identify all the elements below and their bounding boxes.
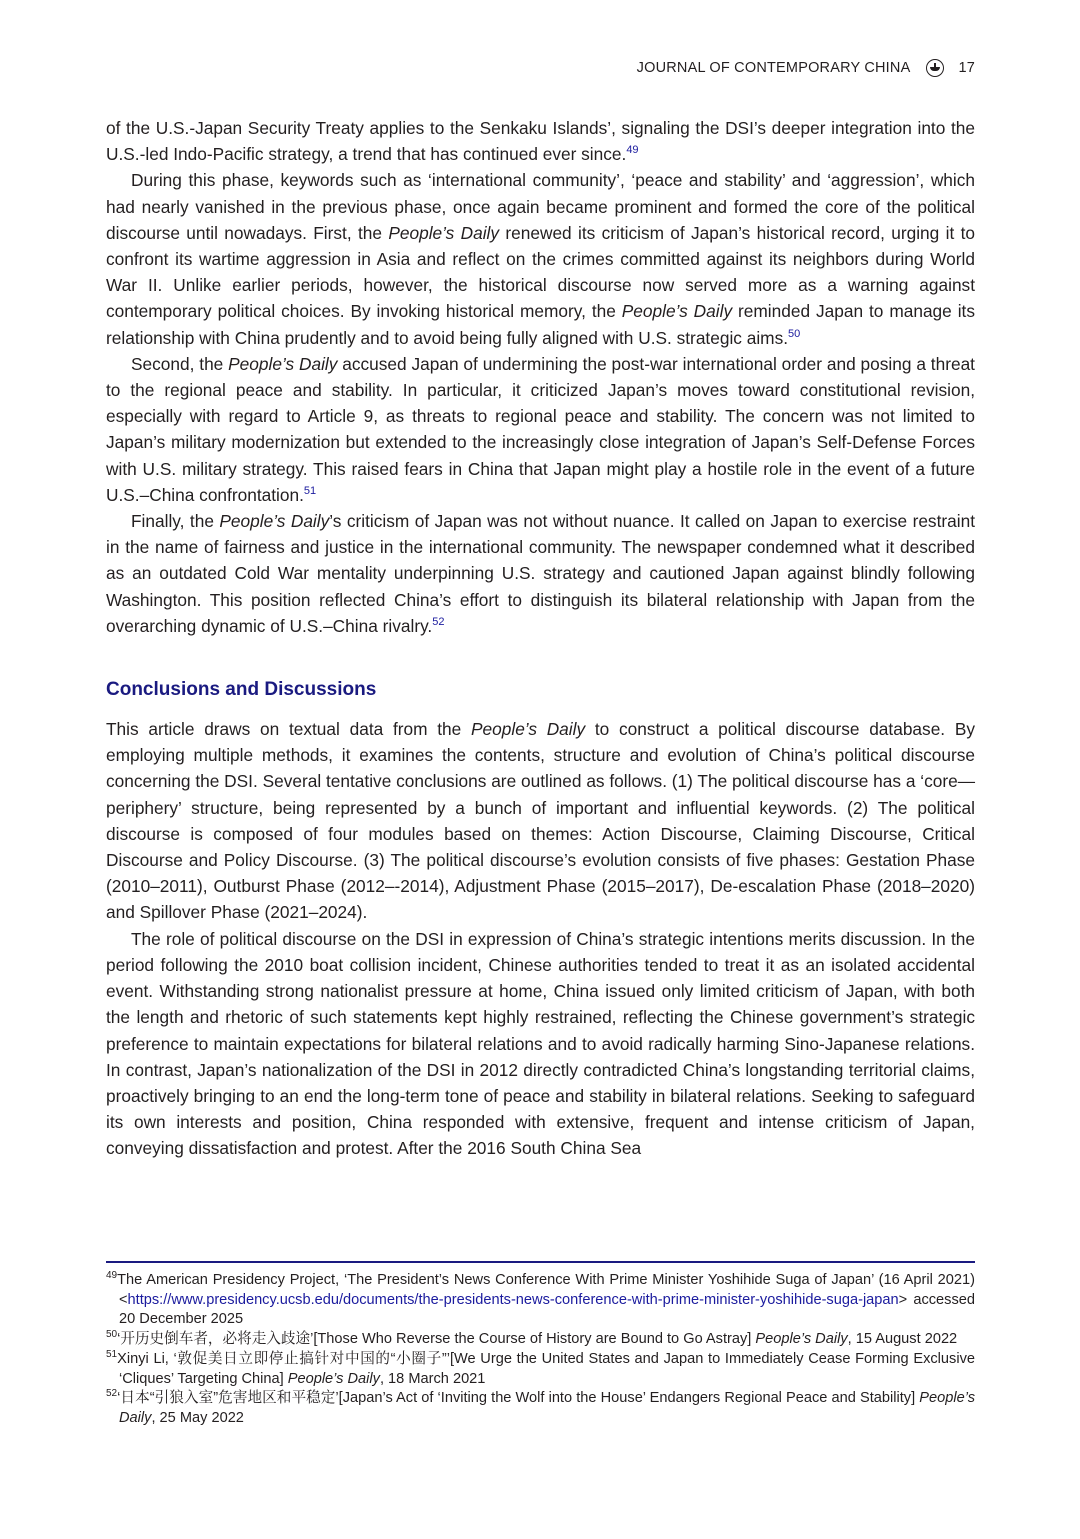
text-run: renewed its criticism of Japan’s historical record, urging it to confront its wartime aggression in Asia and reflect on the crimes committed against its neighbors during World War II. Unlike earlier periods, however, the historical discourse now served more as a warning against contemporary political choices. By invoking historical memory, the xyxy=(106,222,975,322)
footnote-reference-link[interactable]: 51 xyxy=(303,484,317,497)
text-run: ‘开历史倒车者，必将走入歧途’[Those Who Reverse the Course of History are Bound to Go Astray] xyxy=(117,1331,756,1348)
footnote-number: 49 xyxy=(106,1270,118,1281)
paragraphs-continued-section xyxy=(106,115,975,639)
body-text xyxy=(106,115,975,1162)
italic-title: People’s Daily xyxy=(471,719,586,740)
italic-title: People’s Daily xyxy=(219,511,330,532)
footnote-reference-link[interactable]: 50 xyxy=(788,327,801,340)
text-run: , 25 May 2022 xyxy=(151,1409,244,1426)
text-run: , 18 March 2021 xyxy=(379,1370,486,1387)
footnote-number: 51 xyxy=(106,1348,118,1360)
text-run: ‘日本“引狼入室”危害地区和平稳定’[Japan’s Act of ‘Inviting the Wolf into the House’ Endangers Regional Peace and Stability] xyxy=(117,1390,920,1407)
footnote-52 xyxy=(106,1389,975,1428)
text-run: Second, the xyxy=(131,353,229,374)
text-run: The role of political discourse on the DSI in expression of China’s strategic intentions merits discussion. In the period following the 2010 boat collision incident, Chinese authorities tended to treat it as an isolated accidental event. Withstanding strong nationalist pressure at home, China issued only limited criticism of Japan, with both the length and rhetoric of such statements kept highly restrained, reflecting the Chinese government’s strategic preference to maintain expectations for bilateral relations and to avoid radically harming Sino-Japanese relations. In contrast, Japan’s nationalization of the DSI in 2012 directly contradicted China’s longstanding territorial claims, proactively bringing to an end the long-term tone of peace and stability in bilateral relations. Seeking to safeguard its own interests and position, China responded with extensive, frequent and intense criticism of Japan, conveying dissatisfaction and protest. After the 2016 South China Sea xyxy=(106,928,975,1159)
text-run: > accessed 20 December 2025 xyxy=(119,1291,975,1328)
paragraph xyxy=(106,351,975,508)
text-run: accused Japan of undermining the post-war international order and posing a threat to the regional peace and stability. In particular, it criticized Japan’s moves toward constitutional revision, especially with regard to Article 9, as threats to regional peace and stability. The concern was not limited to Japan’s military modernization but extended to the increasingly close integration of Japan’s Self-Defense Forces with U.S. military strategy. This raised fears in China that Japan might play a hostile role in the event of a future U.S.–China confrontation. xyxy=(106,353,975,505)
footnotes xyxy=(106,1271,975,1429)
journal-title: JOURNAL OF CONTEMPORARY CHINA xyxy=(636,60,911,76)
text-run: , 15 August 2022 xyxy=(847,1331,958,1348)
text-run: reminded Japan to manage its relationship with China prudently and to avoid being fully aligned with U.S. strategic aims. xyxy=(106,301,975,348)
footnote-50 xyxy=(106,1330,975,1350)
text-run: This article draws on textual data from the xyxy=(106,719,471,740)
footnote-reference-link[interactable]: 52 xyxy=(432,615,445,628)
italic-title: People’s Daily xyxy=(621,301,733,322)
text-run: to construct a political discourse database. By employing multiple methods, it examines the contents, structure and evolution of China’s political discourse concerning the DSI. Several tentative conclusions are outlined as follows. (1) The political discourse has a ‘core—periphery’ structure, being represented by a bunch of important and influential keywords. (2) The political discourse is composed of four modules based on themes: Action Discourse, Claiming Discourse, Critical Discourse and Policy Discourse. (3) The political discourse’s evolution consists of five phases: Gestation Phase (2010–2011), Outburst Phase (2012–-2014), Adjustment Phase (2015–2017), De-escalation Phase (2018–2020) and Spillover Phase (2021–2024). xyxy=(106,719,975,923)
italic-title: People’s Daily xyxy=(755,1331,848,1348)
paragraph xyxy=(106,115,975,167)
text-run: of the U.S.-Japan Security Treaty applies to the Senkaku Islands’, signaling the DSI’s deeper integration into the U.S.-led Indo-Pacific strategy, a trend that has continued ever since. xyxy=(106,118,975,165)
url-link[interactable]: https://www.presidency.ucsb.edu/documents/the-presidents-news-conference-with-prime-minister-yoshihide-suga-japan xyxy=(127,1291,899,1308)
text-run: ’s criticism of Japan was not without nuance. It called on Japan to exercise restraint in the name of fairness and justice in the international community. The newspaper condemned what it described as an outdated Cold War mentality underpinning U.S. strategy and cautioned Japan against blindly following Washington. This position reflected China’s effort to distinguish its bilateral relationship with Japan from the overarching dynamic of U.S.–China rivalry. xyxy=(106,511,975,636)
paragraphs-conclusions-section xyxy=(106,716,975,1161)
publisher-logo-icon xyxy=(926,59,944,77)
footnote-separator-rule xyxy=(106,1261,975,1263)
section-heading: Conclusions and Discussions xyxy=(106,679,377,701)
page-number: 17 xyxy=(958,60,975,76)
text-run: During this phase, keywords such as ‘international community’, ‘peace and stability’ and ‘aggression’, which had nearly vanished in the previous phase, once again became prominent and formed the core of the political discourse until nowadays. First, the xyxy=(106,170,975,243)
text-run: Xinyi Li, ‘敦促美日立即停止搞针对中国的“小圈子”’[We Urge the United States and Japan to Immediately Cease Forming Exclusive ‘Cliques’ Targeting China] xyxy=(117,1350,975,1387)
text-run: Finally, the xyxy=(131,511,220,532)
paragraph xyxy=(106,716,975,926)
footnote-reference-link[interactable]: 49 xyxy=(626,144,639,157)
italic-title: People’s Daily xyxy=(388,222,500,243)
footnote-49 xyxy=(106,1271,975,1330)
paragraph xyxy=(106,167,975,350)
footnote-number: 52 xyxy=(106,1388,118,1400)
footnote-51 xyxy=(106,1350,975,1389)
italic-title: People’s Daily xyxy=(119,1390,975,1426)
paragraph xyxy=(106,926,975,1162)
running-head xyxy=(637,57,975,79)
footnote-number: 50 xyxy=(106,1329,118,1341)
paragraph xyxy=(106,508,975,639)
text-run: The American Presidency Project, ‘The President’s News Conference With Prime Minister Yoshihide Suga of Japan’ (16 April 2021) < xyxy=(117,1272,975,1308)
italic-title: People’s Daily xyxy=(287,1370,380,1387)
italic-title: People’s Daily xyxy=(228,353,338,374)
